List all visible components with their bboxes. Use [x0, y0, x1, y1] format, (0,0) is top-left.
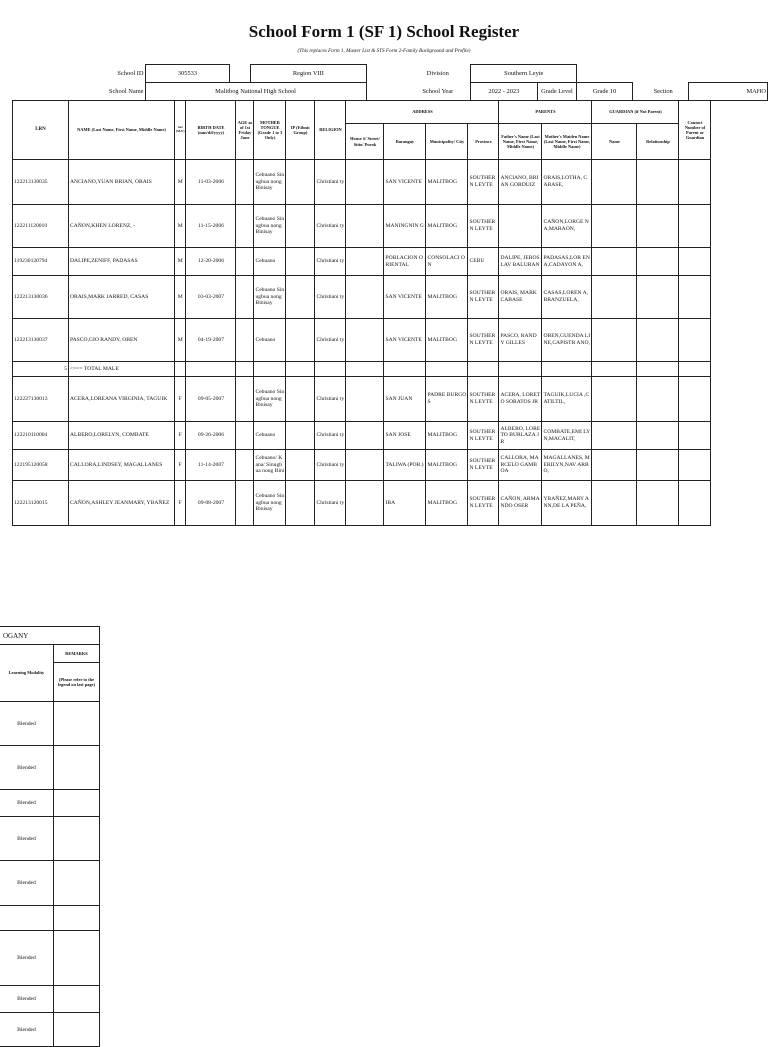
student-row — [13, 377, 711, 422]
father-cell: CALLORA, MARCELO GAMBOA — [499, 450, 542, 481]
col-name: NAME (Last Name, First Name, Middle Name) — [69, 101, 175, 160]
student-row — [13, 160, 711, 205]
birth-date-cell: 09-26-2006 — [186, 422, 236, 450]
age-cell — [236, 450, 254, 481]
lrn-cell: 122227130013 — [13, 377, 69, 422]
relationship-cell — [637, 450, 679, 481]
ip-cell — [286, 422, 315, 450]
age-cell — [236, 481, 254, 526]
barangay-cell: SAN VICENTE — [384, 319, 426, 362]
contact-cell — [679, 248, 711, 276]
relationship-cell — [637, 319, 679, 362]
remarks-row — [0, 906, 100, 931]
student-row — [13, 205, 711, 248]
col-parents: PARENTS — [499, 101, 592, 124]
col-guardian: GUARDIAN (if Not Parent) — [592, 101, 679, 124]
house-cell — [346, 160, 384, 205]
remarks-row — [0, 1013, 100, 1047]
religion-cell: Christiani ty — [315, 481, 346, 526]
col-contact: Contact Number of Parent or Guardian — [679, 101, 711, 160]
province-cell: CEBU — [468, 248, 499, 276]
sex-cell: M — [175, 276, 186, 319]
age-cell — [236, 160, 254, 205]
mother-tongue-cell: Cebuano Sinugbua nong Binisay — [254, 160, 286, 205]
house-cell — [346, 248, 384, 276]
mother-cell: YBAÑEZ,MARY ANN,DE LA PEÑA, — [542, 481, 592, 526]
municipality-cell: CONSOLACI ON — [426, 248, 468, 276]
ip-cell — [286, 160, 315, 205]
barangay-cell: IBA — [384, 481, 426, 526]
school-id-label: School ID — [117, 70, 144, 77]
barangay-cell: MANINGNIN G — [384, 205, 426, 248]
col-municipality: Municipality/ City — [426, 124, 468, 160]
municipality-cell: MALITBOG — [426, 160, 468, 205]
relationship-cell — [637, 160, 679, 205]
province-cell: SOUTHERN LEYTE — [468, 481, 499, 526]
remarks-row — [0, 986, 100, 1013]
age-cell — [236, 319, 254, 362]
total-male-row — [13, 362, 711, 377]
name-cell: DALIPE,ZENIFF, PADASAS — [69, 248, 175, 276]
student-row — [13, 422, 711, 450]
birth-date-cell: 11-15-2006 — [186, 205, 236, 248]
student-row — [13, 276, 711, 319]
relationship-cell — [637, 205, 679, 248]
contact-cell — [679, 319, 711, 362]
grade-level-label: Grade Level — [537, 83, 577, 101]
municipality-cell: MALITBOG — [426, 276, 468, 319]
name-cell: ALBERO,LORELYN, COMBATE — [69, 422, 175, 450]
remarks-cell — [54, 817, 100, 861]
contact-cell — [679, 205, 711, 248]
learning-modality-cell: Blended — [0, 790, 54, 817]
father-cell: DALIPE, JEROSLAV BALURAN — [499, 248, 542, 276]
birth-date-cell: 09-08-2007 — [186, 481, 236, 526]
school-year-label: School Year — [422, 88, 454, 95]
lrn-cell: 122195120058 — [13, 450, 69, 481]
school-name-label: School Name — [108, 88, 144, 95]
learning-modality-cell: Blended — [0, 702, 54, 746]
section-label: Section — [653, 88, 673, 95]
house-cell — [346, 276, 384, 319]
relationship-cell — [637, 377, 679, 422]
relationship-cell — [637, 248, 679, 276]
guardian-name-cell — [592, 377, 637, 422]
col-relationship: Relationship — [637, 124, 679, 160]
province-cell: SOUTHERN LEYTE — [468, 422, 499, 450]
student-row — [13, 450, 711, 481]
remarks-cell — [54, 931, 100, 986]
col-father: Father's Name (Last Name, First Name, Middle Name) — [499, 124, 542, 160]
mother-cell: CAÑON,LORGE NA,MARAON, — [542, 205, 592, 248]
father-cell: PASCO, RANDY GILLES — [499, 319, 542, 362]
col-house: House #/ Street/ Sitio/ Purok — [346, 124, 384, 160]
remarks-cell — [54, 861, 100, 906]
name-cell: CALLORA,LINDSEY, MAGALLANES — [69, 450, 175, 481]
house-cell — [346, 481, 384, 526]
mother-cell: PADASAS,LOR ENA,CADAYON A, — [542, 248, 592, 276]
mother-cell: MAGALLANES, MERILYN,NAV ARRO, — [542, 450, 592, 481]
register-table — [12, 100, 711, 526]
birth-date-cell: 11-03-2006 — [186, 160, 236, 205]
religion-cell: Christiani ty — [315, 205, 346, 248]
col-barangay: Barangay — [384, 124, 426, 160]
mother-cell: OBEN,GUENDA LINE,CAPISTR ANO, — [542, 319, 592, 362]
lrn-cell: 122211120010 — [13, 205, 69, 248]
barangay-cell: SAN VICENTE — [384, 276, 426, 319]
col-lrn: LRN — [13, 101, 69, 160]
learning-modality-cell: Blended — [0, 861, 54, 906]
name-cell: ORAIS,MARK JARRED, CASAS — [69, 276, 175, 319]
form-title: School Form 1 (SF 1) School Register — [248, 22, 520, 41]
total-male-count: 5 — [13, 362, 69, 377]
house-cell — [346, 377, 384, 422]
father-cell: CAÑON, ARMANDO OSER — [499, 481, 542, 526]
age-cell — [236, 276, 254, 319]
lrn-cell: 119230120794 — [13, 248, 69, 276]
barangay-cell: POBLACION ORIENTAL — [384, 248, 426, 276]
name-cell: ACERA,LOREANA VIRGINIA, TAGUIK — [69, 377, 175, 422]
remarks-table — [0, 626, 100, 1047]
province-cell: SOUTHERN LEYTE — [468, 450, 499, 481]
remarks-row — [0, 861, 100, 906]
municipality-cell: MALITBOG — [426, 319, 468, 362]
age-cell — [236, 422, 254, 450]
contact-cell — [679, 276, 711, 319]
learning-modality-cell: Blended — [0, 817, 54, 861]
birth-date-cell: 11-14-2007 — [186, 450, 236, 481]
learning-modality-cell — [0, 906, 54, 931]
mother-cell: TAGUIK,LUCIA ,CATILTIL, — [542, 377, 592, 422]
col-guardian-name: Name — [592, 124, 637, 160]
student-row — [13, 319, 711, 362]
house-cell — [346, 422, 384, 450]
mother-tongue-cell: Cebuano — [254, 319, 286, 362]
father-cell: ORAIS, MARK CABASE — [499, 276, 542, 319]
ip-cell — [286, 205, 315, 248]
sex-cell: M — [175, 160, 186, 205]
sex-cell: F — [175, 481, 186, 526]
remarks-cell — [54, 986, 100, 1013]
birth-date-cell: 03-03-2007 — [186, 276, 236, 319]
mother-tongue-cell: Cebuano Sinugbua nong Binisay — [254, 481, 286, 526]
province-cell: SOUTHERN LEYTE — [468, 160, 499, 205]
province-cell: SOUTHERN LEYTE — [468, 205, 499, 248]
lrn-cell: 122213120015 — [13, 481, 69, 526]
remarks-row — [0, 817, 100, 861]
col-province: Province — [468, 124, 499, 160]
barangay-cell: TALIWA (POB.) — [384, 450, 426, 481]
municipality-cell: MALITBOG — [426, 422, 468, 450]
mother-tongue-cell: Cebuano — [254, 422, 286, 450]
legend-note: (Please refer to the legend on last page) — [54, 663, 100, 702]
guardian-name-cell — [592, 422, 637, 450]
name-cell: ANCIANO,YUAN BRIAN, ORAIS — [69, 160, 175, 205]
region-value: Region VIII — [251, 65, 367, 83]
ip-cell — [286, 319, 315, 362]
school-year-value: 2022 - 2023 — [471, 83, 537, 101]
col-mother-tongue: MOTHER TONGUE (Grade 1 to 3 Only) — [254, 101, 286, 160]
contact-cell — [679, 450, 711, 481]
total-male-label: <=== TOTAL MALE — [69, 362, 175, 377]
section-value: MAHO — [689, 83, 768, 101]
contact-cell — [679, 377, 711, 422]
col-mother: Mother's Maiden Name (Last Name, First Name, Middle Name) — [542, 124, 592, 160]
province-cell: SOUTHERN LEYTE — [468, 319, 499, 362]
father-cell: ANCIANO, BRIAN GORDUIZ — [499, 160, 542, 205]
father-cell: ALBERO, LORETO BURLAZA JR — [499, 422, 542, 450]
contact-cell — [679, 481, 711, 526]
religion-cell: Christiani ty — [315, 377, 346, 422]
form-subtitle: (This replaces Form 1, Master List & STS Form 2-Family Background and Profile) — [297, 48, 471, 54]
municipality-cell: MALITBOG — [426, 481, 468, 526]
mother-cell: COMBATE,EMI LYN,MACALIT, — [542, 422, 592, 450]
sex-cell: M — [175, 205, 186, 248]
municipality-cell: PADRE BURGOS — [426, 377, 468, 422]
religion-cell: Christiani ty — [315, 276, 346, 319]
sex-cell: M — [175, 248, 186, 276]
name-cell: CAÑON,ASHLEY JEANMARY, YBAÑEZ — [69, 481, 175, 526]
student-row — [13, 481, 711, 526]
col-remarks: REMARKS — [54, 645, 100, 663]
sex-cell: M — [175, 319, 186, 362]
birth-date-cell: 09-05-2007 — [186, 377, 236, 422]
school-name-value: Malitbog National High School — [145, 83, 366, 101]
age-cell — [236, 248, 254, 276]
col-religion: RELIGION — [315, 101, 346, 160]
remarks-cell — [54, 790, 100, 817]
col-birth-date: BIRTH DATE (mm/dd/yyyy) — [186, 101, 236, 160]
guardian-name-cell — [592, 319, 637, 362]
remarks-row — [0, 746, 100, 790]
mother-tongue-cell: Cebuano/ Kana/ Sinugbua nong Bini — [254, 450, 286, 481]
religion-cell: Christiani ty — [315, 319, 346, 362]
relationship-cell — [637, 481, 679, 526]
name-cell: PASCO,GIO RANDY, OBEN — [69, 319, 175, 362]
grade-level-value: Grade 10 — [577, 83, 632, 101]
col-learning-modality: Learning Modality — [0, 645, 54, 702]
birth-date-cell: 04-19-2007 — [186, 319, 236, 362]
relationship-cell — [637, 422, 679, 450]
religion-cell: Christiani ty — [315, 248, 346, 276]
col-address: ADDRESS — [346, 101, 499, 124]
guardian-name-cell — [592, 205, 637, 248]
ip-cell — [286, 481, 315, 526]
lrn-cell: 122213130036 — [13, 276, 69, 319]
province-cell: SOUTHERN LEYTE — [468, 377, 499, 422]
ip-cell — [286, 377, 315, 422]
mother-tongue-cell: Cebuano — [254, 248, 286, 276]
sex-cell: F — [175, 450, 186, 481]
birth-date-cell: 12-20-2006 — [186, 248, 236, 276]
student-row — [13, 248, 711, 276]
col-sex: Sex (M/F) — [175, 101, 186, 160]
mother-cell: CASAS,LOREN A,BRANZUELA, — [542, 276, 592, 319]
barangay-cell: SAN JUAN — [384, 377, 426, 422]
name-cell: CAÑON,KHEN LORENZ, - — [69, 205, 175, 248]
house-cell — [346, 205, 384, 248]
religion-cell: Christiani ty — [315, 422, 346, 450]
remarks-cell — [54, 906, 100, 931]
religion-cell: Christiani ty — [315, 450, 346, 481]
remarks-row — [0, 790, 100, 817]
remarks-cell — [54, 746, 100, 790]
remarks-cell — [54, 702, 100, 746]
barangay-cell: SAN VICENTE — [384, 160, 426, 205]
school-info-header — [12, 64, 768, 101]
division-label: Division — [426, 70, 449, 77]
learning-modality-cell: Blended — [0, 1013, 54, 1047]
ip-cell — [286, 450, 315, 481]
age-cell — [236, 205, 254, 248]
sex-cell: F — [175, 377, 186, 422]
lrn-cell: 122213130037 — [13, 319, 69, 362]
mother-tongue-cell: Cebuano Sinugbua nong Binisay — [254, 377, 286, 422]
mother-tongue-cell: Cebuano Sinugbua nong Binisay — [254, 276, 286, 319]
learning-modality-cell: Blended — [0, 746, 54, 790]
house-cell — [346, 319, 384, 362]
learning-modality-cell: Blended — [0, 931, 54, 986]
ip-cell — [286, 248, 315, 276]
relationship-cell — [637, 276, 679, 319]
guardian-name-cell — [592, 481, 637, 526]
province-cell: SOUTHERN LEYTE — [468, 276, 499, 319]
learning-modality-cell: Blended — [0, 986, 54, 1013]
sex-cell: F — [175, 422, 186, 450]
father-cell — [499, 205, 542, 248]
age-cell — [236, 377, 254, 422]
lrn-cell: 122210110004 — [13, 422, 69, 450]
section-value-continued: OGANY — [0, 627, 100, 645]
religion-cell: Christiani ty — [315, 160, 346, 205]
mother-cell: ORAIS,LOTHA, CABASE, — [542, 160, 592, 205]
school-id-value: 305533 — [145, 65, 230, 83]
father-cell: ACERA, LORETO SORATOS JR — [499, 377, 542, 422]
guardian-name-cell — [592, 248, 637, 276]
guardian-name-cell — [592, 160, 637, 205]
guardian-name-cell — [592, 276, 637, 319]
ip-cell — [286, 276, 315, 319]
contact-cell — [679, 422, 711, 450]
mother-tongue-cell: Cebuano Sinugbua nong Binisay — [254, 205, 286, 248]
col-ip: IP (Ethnic Group) — [286, 101, 315, 160]
remarks-cell — [54, 1013, 100, 1047]
division-value: Southern Leyte — [471, 65, 577, 83]
municipality-cell: MALITBOG — [426, 205, 468, 248]
guardian-name-cell — [592, 450, 637, 481]
remarks-row — [0, 931, 100, 986]
lrn-cell: 122213130035 — [13, 160, 69, 205]
municipality-cell: MALITBOG — [426, 450, 468, 481]
contact-cell — [679, 160, 711, 205]
remarks-row — [0, 702, 100, 746]
col-age: AGE as of 1st Friday June — [236, 101, 254, 160]
barangay-cell: SAN JOSE — [384, 422, 426, 450]
house-cell — [346, 450, 384, 481]
